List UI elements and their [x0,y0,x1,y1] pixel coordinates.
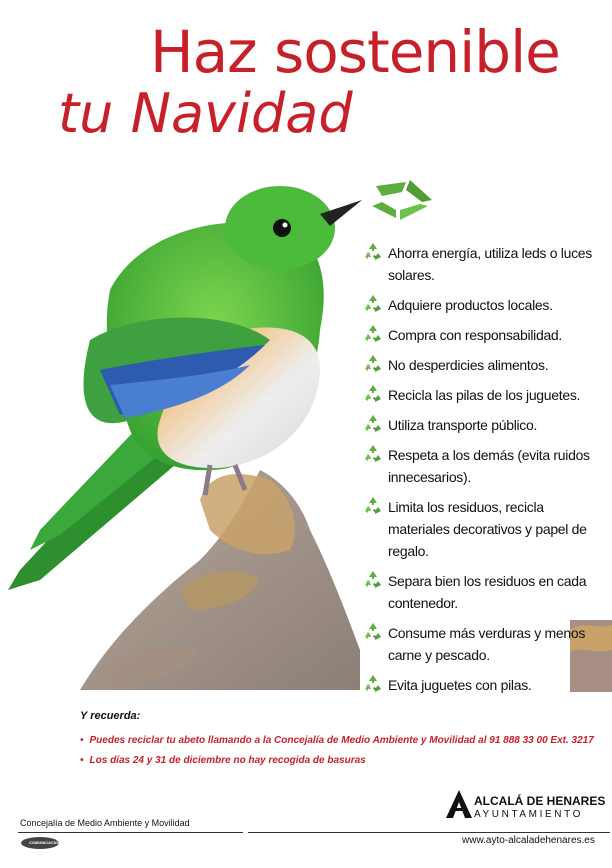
ayuntamiento-label: AYUNTAMIENTO [474,809,583,820]
tip-item [362,384,602,406]
tip-text: Respeta a los demás (evita ruidos innecesarios). [388,447,590,485]
recycle-icon [362,384,384,404]
department-label: Concejalía de Medio Ambiente y Movilidad [20,818,190,828]
tip-item [362,674,602,696]
tip-item [362,242,602,286]
city-name: ALCALÁ DE HENARES [474,794,606,808]
divider [18,832,243,833]
reminder-text: Puedes reciclar tu abeto llamando a la Concejalía de Medio Ambiente y Movilidad al 91 888 33 00 Ext. 3217 [89,735,594,746]
tip-item [362,496,602,562]
recycle-icon [362,294,384,314]
comunicacion-label: COMUNICACIÓN [29,840,61,845]
bullet: • [80,735,84,746]
tip-item [362,622,602,666]
recycle-icon [362,570,384,590]
tip-text: Ahorra energía, utiliza leds o luces solares. [388,245,592,283]
tip-text: Separa bien los residuos en cada contenedor. [388,573,587,611]
recycle-icon [362,674,384,694]
ayuntamiento-logo-icon [446,790,472,818]
reminder-item [80,731,594,751]
bird-on-branch-illustration [0,170,370,695]
bullet: • [80,755,84,766]
tip-item [362,570,602,614]
website-link[interactable]: www.ayto-alcaladehenares.es [462,835,595,846]
title-line-2: tu Navidad [58,82,353,145]
tip-item [362,354,602,376]
recycle-icon [362,622,384,642]
reminder-heading: Y recuerda: [80,710,141,722]
tip-item [362,294,602,316]
reminder-list [80,731,594,771]
title-line-1: Haz sostenible [150,18,560,86]
reminder-text: Los días 24 y 31 de diciembre no hay recogida de basuras [89,755,366,766]
recycle-icon [362,444,384,464]
recycle-icon [362,242,384,262]
tip-item [362,324,602,346]
tip-item [362,414,602,436]
tip-text: Limita los residuos, recicla materiales decorativos y papel de regalo. [388,499,587,559]
reminder-item [80,751,594,771]
tip-item [362,444,602,488]
recycle-icon [362,354,384,374]
recycle-icon [366,176,438,224]
recycle-icon [362,496,384,516]
recycle-icon [362,414,384,434]
tip-text: Adquiere productos locales. [388,297,553,313]
recycle-icon [362,324,384,344]
tip-text: Evita juguetes con pilas. [388,677,532,693]
tips-list [362,242,602,704]
tip-text: Utiliza transporte público. [388,417,538,433]
tip-text: Consume más verduras y menos carne y pescado. [388,625,586,663]
tip-text: Recicla las pilas de los juguetes. [388,387,581,403]
tip-text: Compra con responsabilidad. [388,327,563,343]
tip-text: No desperdicies alimentos. [388,357,549,373]
divider [248,832,610,833]
